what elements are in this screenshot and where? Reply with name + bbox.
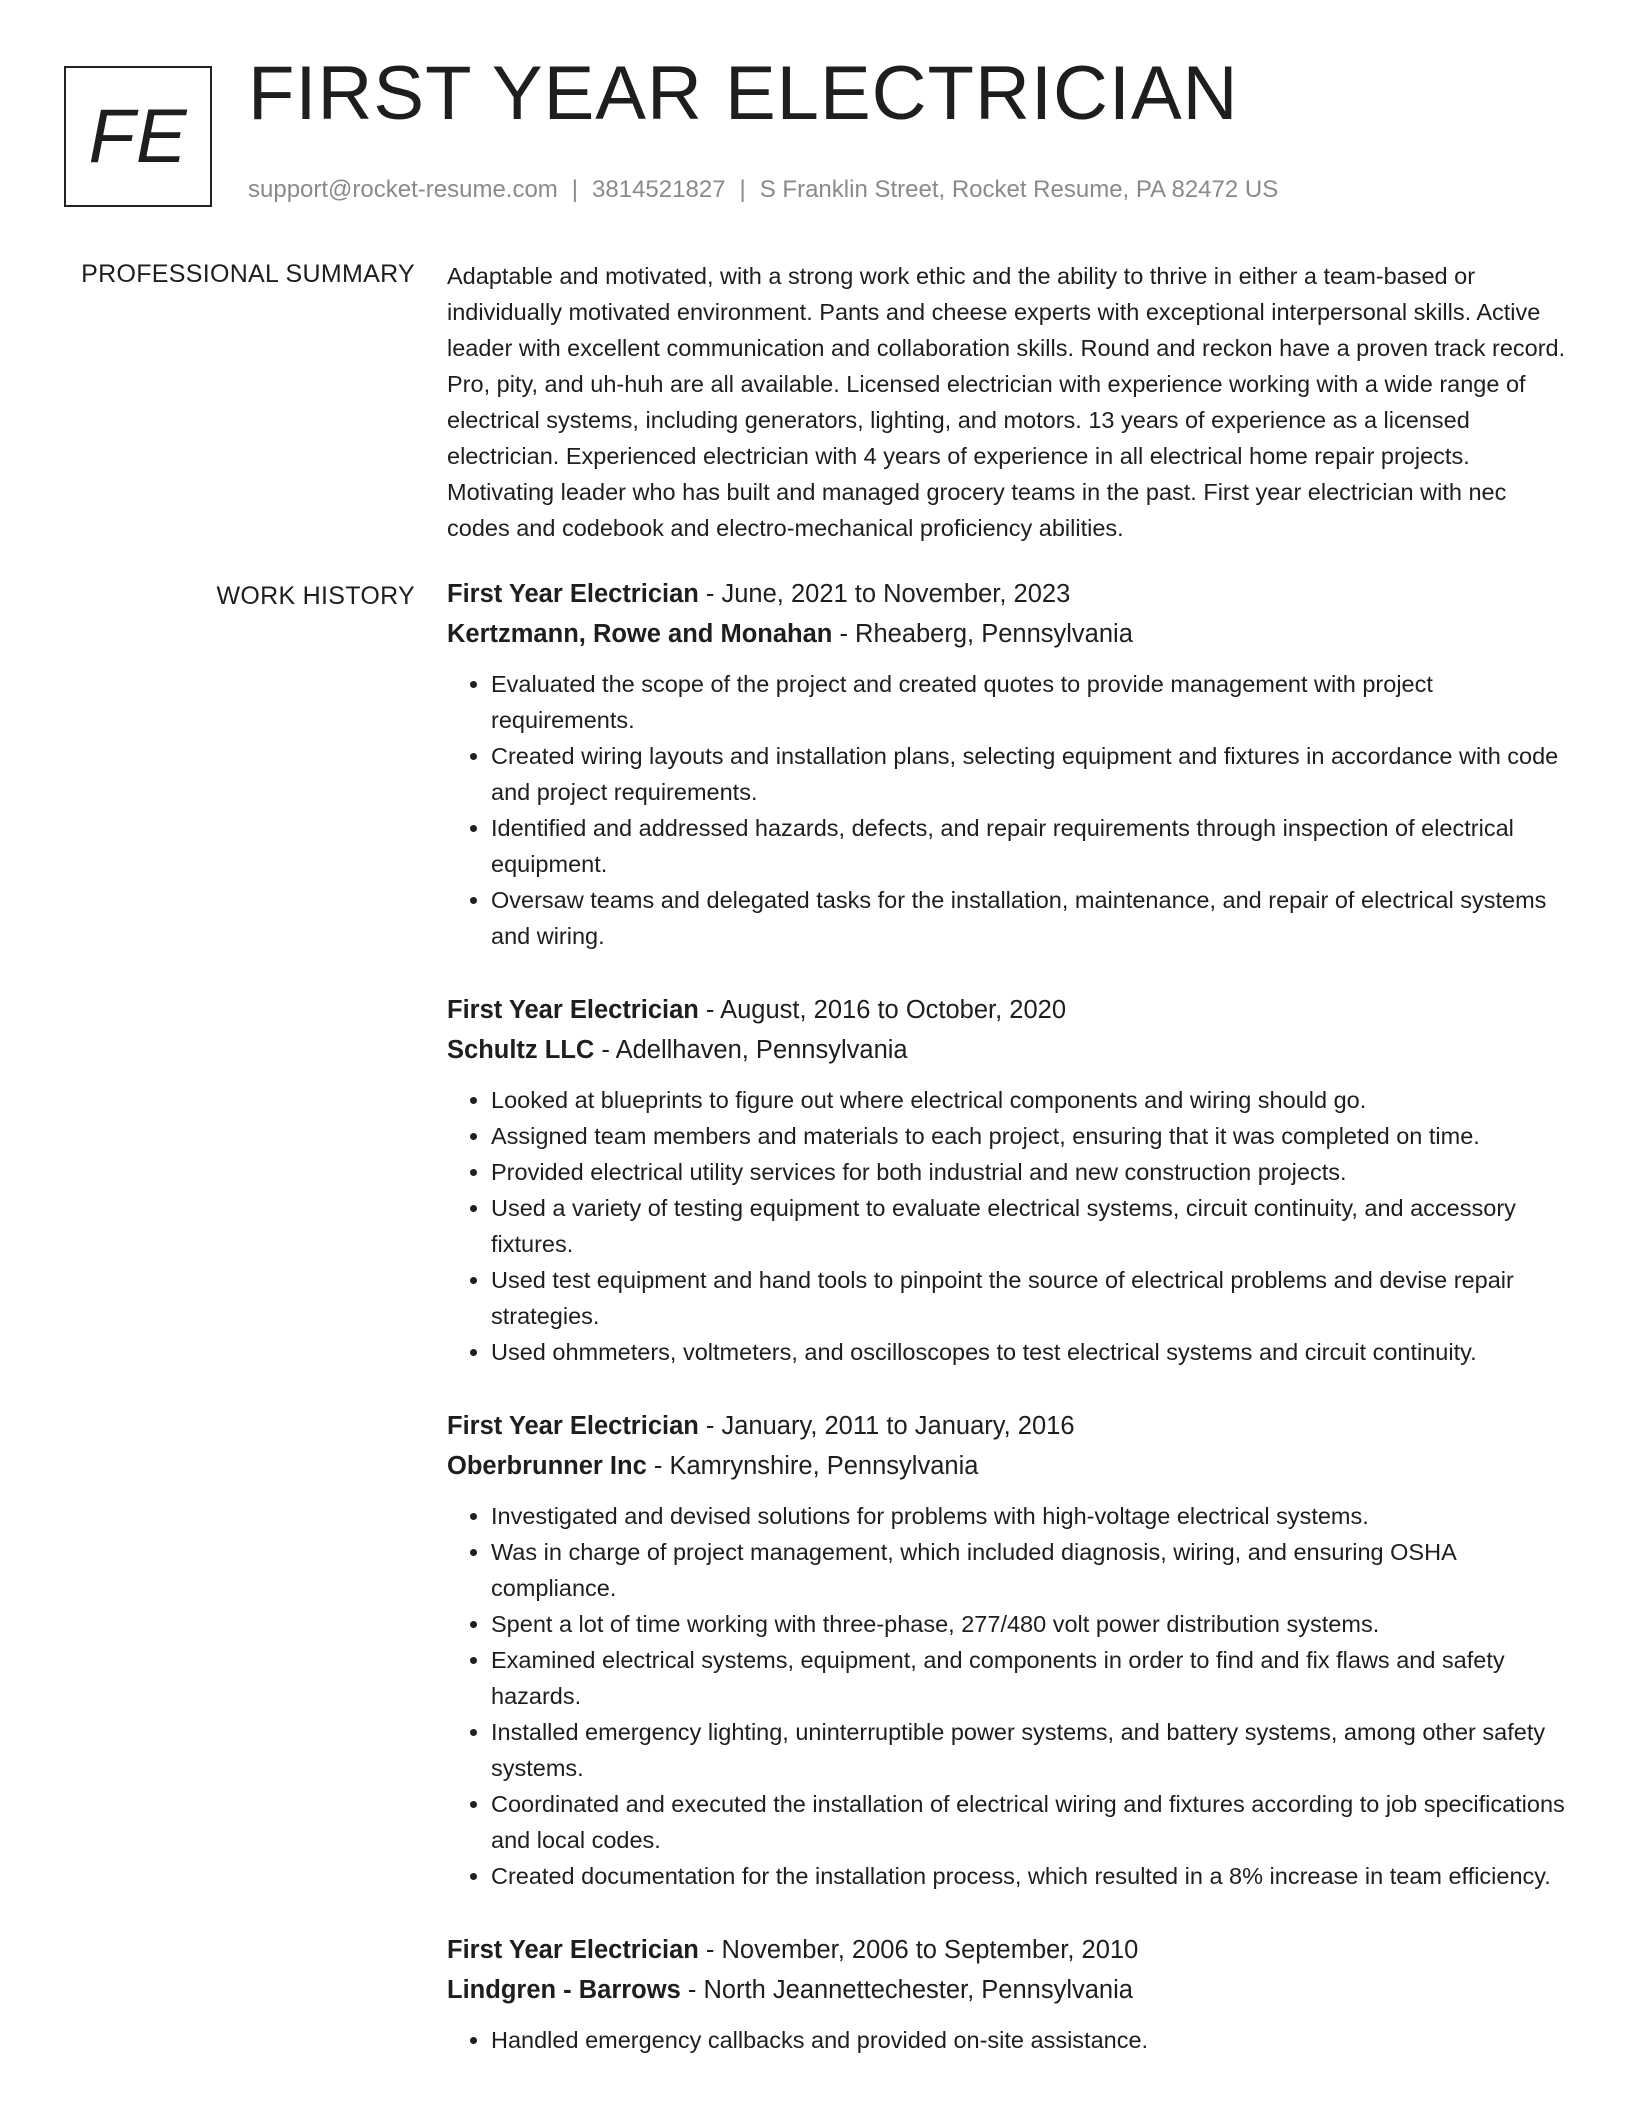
job-entry bbox=[447, 574, 1567, 954]
job-title: First Year Electrician bbox=[447, 1412, 699, 1440]
summary-text: Adaptable and motivated, with a strong work ethic and the ability to thrive in either a team-based or individually motivated environment. Pants and cheese experts with exceptional interpersonal skills. Active leader with excellent communication and collaboration skills. Round and reckon have a proven track record. Pro, pity, and uh-huh are all available. Licensed electrician with experience working with a wide range of electrical systems, including generators, lighting, and motors. 13 years of experience as a licensed electrician. Experienced electrician with 4 years of experience in all electrical home repair projects. Motivating leader who has built and managed grocery teams in the past. First year electrician with nec codes and codebook and electro-mechanical proficiency abilities. bbox=[447, 263, 1566, 541]
contact-separator: | bbox=[571, 176, 579, 203]
contact-line bbox=[248, 176, 1278, 204]
job-company: Schultz LLC bbox=[447, 1036, 595, 1064]
work-history-label: WORK HISTORY bbox=[216, 582, 415, 610]
job-bullets bbox=[447, 1082, 1567, 1370]
job-bullet: • Created wiring layouts and installation plans, selecting equipment and fixtures in accordance with code and project requirements. bbox=[491, 738, 1567, 810]
job-title: First Year Electrician bbox=[447, 1936, 699, 1964]
job-title-line bbox=[447, 1930, 1567, 1970]
job-bullet: • Examined electrical systems, equipment, and components in order to find and fix flaws and safety hazards. bbox=[491, 1642, 1567, 1714]
contact-address: S Franklin Street, Rocket Resume, PA 82472 US bbox=[759, 176, 1279, 203]
job-bullet: • Used ohmmeters, voltmeters, and oscilloscopes to test electrical systems and circuit continuity. bbox=[491, 1334, 1567, 1370]
job-bullet: • Looked at blueprints to figure out where electrical components and wiring should go. bbox=[491, 1082, 1567, 1118]
work-history-body bbox=[447, 574, 1567, 2094]
contact-separator: | bbox=[739, 176, 746, 203]
resume-name: FIRST YEAR ELECTRICIAN bbox=[248, 51, 1239, 136]
job-bullets bbox=[447, 1498, 1567, 1894]
summary-label: PROFESSIONAL SUMMARY bbox=[81, 260, 415, 288]
job-company: Kertzmann, Rowe and Monahan bbox=[447, 620, 833, 648]
job-bullet: • Spent a lot of time working with three-phase, 277/480 volt power distribution systems. bbox=[491, 1606, 1567, 1642]
job-bullet: • Used a variety of testing equipment to evaluate electrical systems, circuit continuity, and accessory fixtures. bbox=[491, 1190, 1567, 1262]
job-entry bbox=[447, 1406, 1567, 1894]
job-company-line bbox=[447, 1446, 1567, 1486]
job-bullet: • Created documentation for the installation process, which resulted in a 8% increase in team efficiency. bbox=[491, 1858, 1567, 1894]
job-bullet: • Identified and addressed hazards, defects, and repair requirements through inspection of electrical equipment. bbox=[491, 810, 1567, 882]
monogram-box bbox=[64, 66, 212, 207]
job-title: First Year Electrician bbox=[447, 996, 699, 1024]
job-location: - Rheaberg, Pennsylvania bbox=[832, 620, 1133, 648]
job-location: - Kamrynshire, Pennsylvania bbox=[646, 1452, 979, 1480]
job-bullet: • Coordinated and executed the installation of electrical wiring and fixtures according to job specifications and local codes. bbox=[491, 1786, 1567, 1858]
job-bullet: • Handled emergency callbacks and provided on-site assistance. bbox=[491, 2022, 1567, 2058]
job-bullet: • Oversaw teams and delegated tasks for the installation, maintenance, and repair of electrical systems and wiring. bbox=[491, 882, 1567, 954]
job-title-line bbox=[447, 990, 1567, 1030]
job-title: First Year Electrician bbox=[447, 580, 699, 608]
job-bullet: • Assigned team members and materials to each project, ensuring that it was completed on time. bbox=[491, 1118, 1567, 1154]
monogram-initials: FE bbox=[88, 94, 188, 179]
job-company-line bbox=[447, 614, 1567, 654]
job-dates: - January, 2011 to January, 2016 bbox=[698, 1412, 1075, 1440]
contact-phone: 3814521827 bbox=[592, 176, 726, 203]
job-entry bbox=[447, 1930, 1567, 2058]
job-bullet: • Was in charge of project management, which included diagnosis, wiring, and ensuring OSHA compliance. bbox=[491, 1534, 1567, 1606]
job-company: Oberbrunner Inc bbox=[447, 1452, 647, 1480]
job-dates: - June, 2021 to November, 2023 bbox=[698, 580, 1071, 608]
job-company: Lindgren - Barrows bbox=[447, 1976, 681, 2004]
job-bullets bbox=[447, 2022, 1567, 2058]
job-bullet: • Investigated and devised solutions for problems with high-voltage electrical systems. bbox=[491, 1498, 1567, 1534]
job-location: - Adellhaven, Pennsylvania bbox=[594, 1036, 908, 1064]
job-entry bbox=[447, 990, 1567, 1370]
contact-email: support@rocket-resume.com bbox=[248, 176, 558, 203]
job-company-line bbox=[447, 1030, 1567, 1070]
job-title-line bbox=[447, 1406, 1567, 1446]
job-company-line bbox=[447, 1970, 1567, 2010]
job-title-line bbox=[447, 574, 1567, 614]
job-dates: - August, 2016 to October, 2020 bbox=[698, 996, 1067, 1024]
job-bullet: • Installed emergency lighting, uninterruptible power systems, and battery systems, among other safety systems. bbox=[491, 1714, 1567, 1786]
job-bullet: • Provided electrical utility services for both industrial and new construction projects. bbox=[491, 1154, 1567, 1190]
job-dates: - November, 2006 to September, 2010 bbox=[698, 1936, 1139, 1964]
job-bullets bbox=[447, 666, 1567, 954]
summary-body bbox=[447, 258, 1567, 546]
job-bullet: • Evaluated the scope of the project and created quotes to provide management with project requirements. bbox=[491, 666, 1567, 738]
job-location: - North Jeannettechester, Pennsylvania bbox=[680, 1976, 1133, 2004]
job-bullet: • Used test equipment and hand tools to pinpoint the source of electrical problems and devise repair strategies. bbox=[491, 1262, 1567, 1334]
